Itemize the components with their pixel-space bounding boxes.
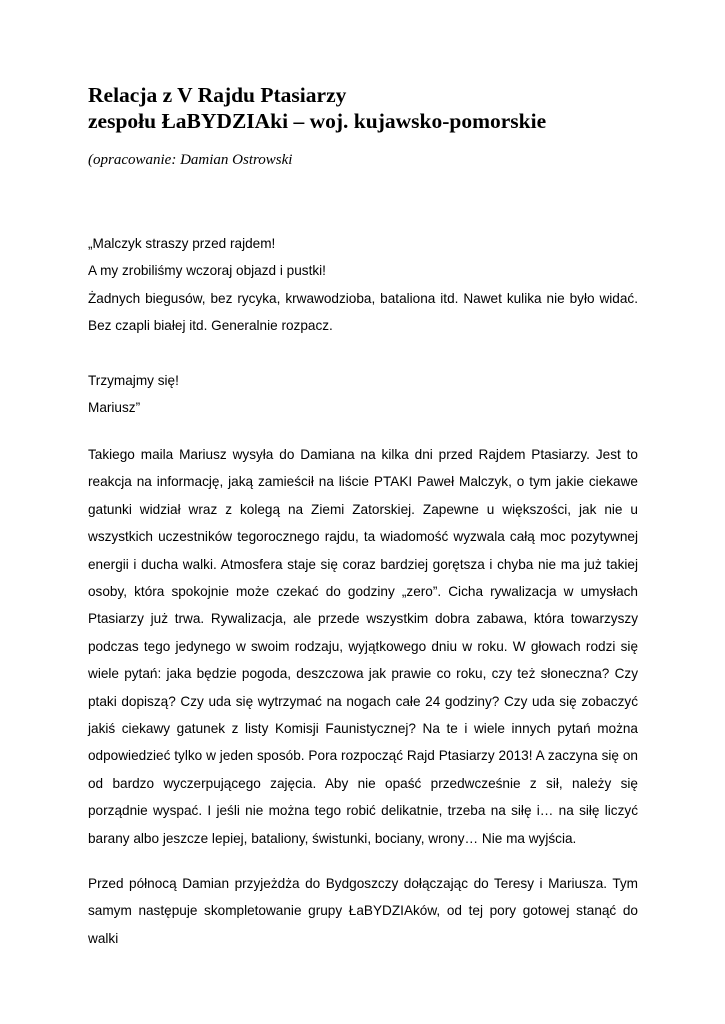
- quote-line: Żadnych biegusów, bez rycyka, krwawodzioba, bataliona itd. Nawet kulika nie było widać.: [88, 290, 638, 306]
- paragraph: Takiego maila Mariusz wysyła do Damiana na kilka dni przed Rajdem Ptasiarzy. Jest to reakcja na informację, jaką zamieścił na liście PTAKI Paweł Malczyk, o tym jakie ciekawe gatunki widział wraz z kolegą na Ziemi Zatorskiej. Zapewne u większości, jak nie u wszystkich uczestników tegorocznego rajdu, ta wiadomość wyzwala całą moc pozytywnej energii i ducha walki. Atmosfera staje się coraz bardziej gorętsza i chyba nie ma już takiej osoby, która spokojnie może czekać do godziny „zero”. Cicha rywalizacja w umysłach Ptasiarzy już trwa. Rywalizacja, ale przede wszystkim dobra zabawa, która towarzyszy podczas tego jedynego w swoim rodzaju, wyjątkowego dniu w roku. W głowach rodzi się wiele pytań: jaka będzie pogoda, deszczowa jak prawie co roku, czy też słoneczna? Czy ptaki dopiszą? Czy uda się wytrzymać na nogach całe 24 godziny? Czy uda się zobaczyć jakiś ciekawy gatunek z listy Komisji Faunistycznej? Na te i wiele innych pytań można odpowiedzieć tylko w jeden sposób. Pora rozpocząć Rajd Ptasiarzy 2013! A zaczyna się on od bardzo wyczerpującego zajęcia. Aby nie opaść przedwcześnie z sił, należy się porządnie wyspać. I jeśli nie można tego robić delikatnie, trzeba na siłę i… na siłę liczyć barany albo jeszcze lepiej, bataliony, świstunki, bociany, wrony… Nie ma wyjścia.: [88, 447, 638, 846]
- email-quote: [88, 230, 638, 340]
- email-signature: [88, 367, 179, 422]
- title-line-1: Relacja z V Rajdu Ptasiarzy: [88, 83, 347, 107]
- quote-line: Bez czapli białej itd. Generalnie rozpacz.: [88, 318, 333, 334]
- title-line-2: zespołu ŁaBYDZIAki – woj. kujawsko-pomorskie: [88, 109, 547, 133]
- paragraph: Przed północą Damian przyjeżdża do Bydgoszczy dołączając do Teresy i Mariusza. Tym samym następuje skompletowanie grupy ŁaBYDZIAków, od tej pory gotowej stanąć do walki: [88, 876, 638, 946]
- document-title: [88, 82, 688, 134]
- author-note: (opracowanie: Damian Ostrowski: [88, 152, 293, 168]
- quote-line: „Malczyk straszy przed rajdem!: [88, 236, 276, 251]
- signature-line: Mariusz”: [88, 400, 141, 416]
- signature-line: Trzymajmy się!: [88, 373, 179, 388]
- quote-line: A my zrobiliśmy wczoraj objazd i pustki!: [88, 263, 326, 279]
